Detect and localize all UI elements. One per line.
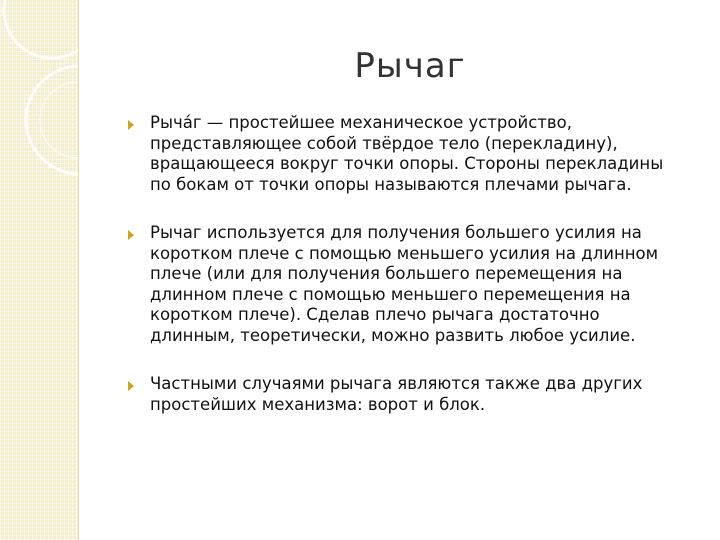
bullet-arrow-icon [128, 381, 134, 391]
bullet-item [128, 113, 688, 195]
bullet-arrow-icon [128, 230, 134, 240]
slide-title: Рычаг [354, 46, 466, 86]
bullet-item [128, 223, 688, 346]
decorative-side-panel [0, 0, 79, 540]
bullet-item [128, 374, 688, 415]
decorative-circles-icon [0, 0, 78, 540]
bullet-arrow-icon [128, 120, 134, 130]
bullet-text: Частными случаями рычага являются также два других простейших механизма: ворот и блок. [150, 374, 643, 414]
bullet-list [128, 113, 688, 415]
bullet-text: Рыча́г — простейшее механическое устройство, представляющее собой твёрдое тело (перекладину), вращающееся вокруг точки опоры. Стороны перекладины по бокам от точки опоры называются плечами рычага. [150, 113, 664, 194]
bullet-text: Рычаг используется для получения большего усилия на коротком плече с помощью меньшего усилия на длинном плече (или для получения большего перемещения на длинном плече с помощью меньшего перемещения на коротком плече). Сделав плечо рычага достаточно длинным, теоретически, можно развить любое усилие. [150, 223, 659, 345]
